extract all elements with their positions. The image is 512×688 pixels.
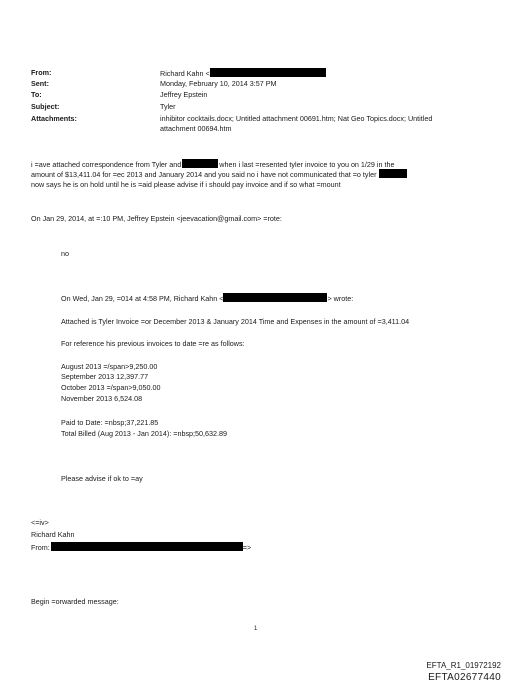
reply-text: no	[61, 249, 69, 258]
invoice-list-item: November 2013 6,524.08	[61, 394, 143, 403]
redaction-bar	[210, 68, 326, 77]
to-value: Jeffrey Epstein	[160, 90, 208, 99]
to-label: To:	[31, 90, 42, 99]
redaction-bar	[182, 159, 218, 168]
reference-line: For reference his previous invoices to date =re as follows:	[61, 339, 245, 348]
subject-value: Tyler	[160, 102, 176, 111]
div-tag-text: <=iv>	[31, 518, 49, 527]
from-line-2: From: =>	[31, 543, 252, 552]
from-value: Richard Kahn <	[160, 68, 326, 79]
forwarded-message-line: Begin =orwarded message:	[31, 597, 119, 606]
attached-invoice-line: Attached is Tyler Invoice =or December 2013 & January 2014 Time and Expenses in the amount of =3,411.04	[61, 317, 410, 326]
body-paragraph-line2: amount of $13,411.04 for =ec 2013 and January 2014 and you said no i have not communicated that =o tyler	[31, 169, 407, 180]
signature-name: Richard Kahn	[31, 530, 75, 539]
redaction-bar	[51, 542, 243, 551]
attachments-label: Attachments:	[31, 114, 77, 123]
attachments-value-line1: inhibitor cocktails.docx; Untitled attachment 00691.htm; Nat Geo Topics.docx; Untitled	[160, 114, 433, 123]
redaction-bar	[379, 169, 407, 178]
sent-label: Sent:	[31, 79, 49, 88]
bates-code-primary: EFTA_R1_01972192	[426, 661, 501, 670]
advise-line: Please advise if ok to =ay	[61, 474, 143, 483]
attachments-value-line2: attachment 00694.htm	[160, 124, 232, 133]
sent-value: Monday, February 10, 2014 3:57 PM	[160, 79, 277, 88]
body-paragraph-line3: now says he is on hold until he is =aid please advise if i should pay invoice and if so what =mount	[31, 180, 341, 189]
from-label: From:	[31, 68, 52, 77]
invoice-list-item: August 2013 =/span>9,250.00	[61, 362, 158, 371]
page-number: 1	[254, 626, 258, 632]
invoice-list-item: October 2013 =/span>9,050.00	[61, 383, 161, 392]
bates-code-secondary: EFTA02677440	[428, 672, 501, 683]
body-paragraph-line1: i =ave attached correspondence from Tyler and when i last =resented tyler invoice to you on 1/29 in the	[31, 160, 395, 169]
redaction-bar	[223, 293, 327, 302]
subject-label: Subject:	[31, 102, 60, 111]
paid-to-date-line: Paid to Date: =nbsp;37,221.85	[61, 418, 159, 427]
total-billed-line: Total Billed (Aug 2013 - Jan 2014): =nbsp;50,632.89	[61, 429, 228, 438]
reply-header-epstein: On Jan 29, 2014, at =:10 PM, Jeffrey Epstein <jeevacation@gmail.com> =rote:	[31, 214, 282, 223]
invoice-list-item: September 2013 12,397.77	[61, 372, 149, 381]
reply-header-kahn: On Wed, Jan 29, =014 at 4:58 PM, Richard Kahn < > wrote:	[61, 294, 354, 303]
